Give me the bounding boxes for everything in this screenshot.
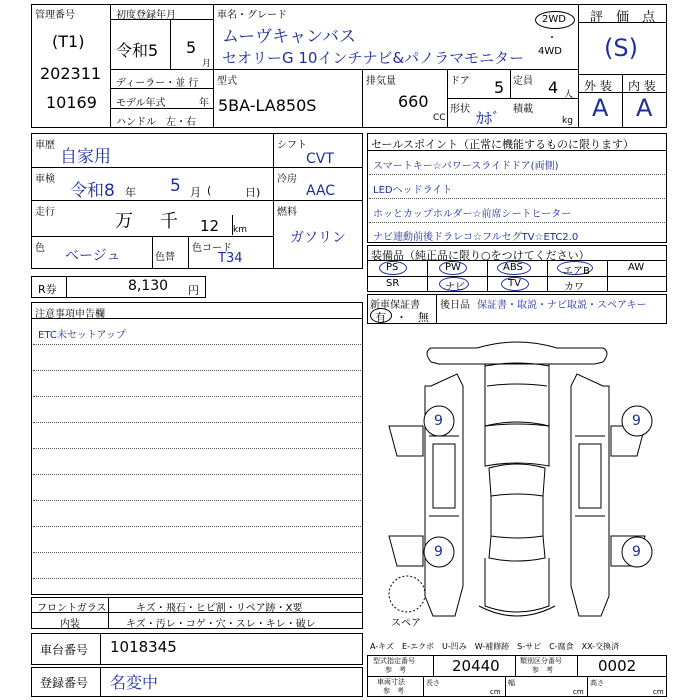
model-code: 5BA-LA850S xyxy=(218,96,317,115)
color-code-label: 色コード xyxy=(192,243,232,254)
recycle-value: 8,130 xyxy=(128,278,169,294)
mgmt-no-t1: (T1) xyxy=(52,32,85,51)
mileage-value: 12 xyxy=(200,217,220,235)
height-label: 高さ xyxy=(590,679,604,687)
equip-leather: カワ xyxy=(564,282,584,293)
ac-value: AAC xyxy=(306,183,336,199)
recycle-label: R券 xyxy=(38,283,57,296)
handle-label: ハンドル 左・右 xyxy=(116,117,196,128)
dealer-label: ディーラー・並 行 xyxy=(116,78,199,89)
width-label: 幅 xyxy=(508,679,515,687)
fuel-label: 燃料 xyxy=(277,207,297,218)
car-name-line2: セオリーG 10インチナビ&パノラマモニター xyxy=(222,49,525,67)
tire-value-front-right: 9 xyxy=(632,413,641,429)
reg-value: 名変中 xyxy=(110,673,159,692)
car-name-line1: ムーヴキャンバス xyxy=(222,27,356,47)
history-value: 自家用 xyxy=(60,147,111,167)
equip-navi: ナビ xyxy=(445,282,465,293)
type-designation-ref: 参 考 xyxy=(385,666,406,674)
first-reg-label: 初度登録年月 xyxy=(116,10,176,21)
width-unit: cm xyxy=(573,688,584,696)
first-reg-year: 5 xyxy=(148,41,159,60)
score: (S) xyxy=(604,34,638,62)
front-glass-label: フロントガラス xyxy=(37,603,107,614)
doors: 5 xyxy=(494,78,505,97)
load-label: 積載 xyxy=(513,104,533,115)
tire-value-front-left: 9 xyxy=(434,413,443,429)
sales-point-line-1: スマートキー☆パワースライドドア(両側) xyxy=(373,161,559,172)
inspection-era: 令和8 xyxy=(70,181,115,201)
model-year-unit: 年 xyxy=(199,98,209,109)
inspection-month: 5 xyxy=(170,176,181,196)
type-designation-label: 型式指定番号 xyxy=(373,657,415,665)
length-unit: cm xyxy=(490,688,501,696)
warranty-sep: ・ xyxy=(396,311,407,324)
front-glass-value: キズ・飛石・ヒビ割・リペア跡・X要 xyxy=(136,603,303,614)
interior-grade: A xyxy=(636,94,653,122)
equip-airbag: エアB xyxy=(563,266,590,277)
recycle-block xyxy=(31,276,206,298)
exterior-grade: A xyxy=(592,94,609,122)
km-unit: km xyxy=(233,225,247,235)
doors-label: ドア xyxy=(450,76,470,87)
sales-point-line-2: LEDヘッドライト xyxy=(373,185,453,196)
model-year-label: モデル年式 xyxy=(116,98,166,109)
equip-aw: AW xyxy=(628,262,645,273)
shape: ｶﾎﾞ xyxy=(476,109,501,128)
equip-ps: PS xyxy=(386,262,399,273)
equip-abs: ABS xyxy=(503,262,523,273)
type-designation-value: 20440 xyxy=(452,657,500,675)
cc-unit: CC xyxy=(433,113,446,123)
color-code: T34 xyxy=(218,251,243,266)
chassis-label: 車台番号 xyxy=(40,643,89,657)
first-reg-month: 5 xyxy=(186,38,197,57)
height-unit: cm xyxy=(653,688,664,696)
color-label: 色 xyxy=(35,243,45,254)
chassis-value: 1018345 xyxy=(110,638,177,656)
dims-label: 車両寸法 xyxy=(377,678,405,686)
sales-point-line-4: ナビ連動前後ドラレコ☆フルセグTV☆ETC2.0 xyxy=(373,232,579,243)
notes-title: 注意事項申告欄 xyxy=(35,309,105,320)
displacement-label: 排気量 xyxy=(366,76,396,87)
mgmt-no-label: 管理番号 xyxy=(35,10,75,21)
tire-value-rear-right: 9 xyxy=(632,544,641,560)
score-label: 評 価 点 xyxy=(590,10,656,25)
spare-tire xyxy=(389,576,425,612)
inspection-year-unit: 年 xyxy=(125,186,136,199)
shift-value: CVT xyxy=(306,151,334,167)
length-label: 長さ xyxy=(426,679,440,687)
kg-unit: kg xyxy=(562,116,573,126)
mileage-man: 万 xyxy=(115,211,133,232)
inspection-label: 車検 xyxy=(35,174,55,185)
dims-ref: 参 考 xyxy=(383,687,404,695)
front-bumper xyxy=(427,342,607,364)
ac-label: 冷房 xyxy=(277,174,297,185)
drive-dot: ・ xyxy=(547,33,557,44)
first-reg-month-unit: 月 xyxy=(202,59,212,69)
warranty-label: 新車保証書 xyxy=(370,300,420,311)
inspection-month-unit: 月 xyxy=(190,186,201,199)
classification-value: 0002 xyxy=(598,657,637,675)
interior-label: 内 装 xyxy=(628,79,656,93)
mileage-label: 走行 xyxy=(35,207,55,218)
spare-label: スペア xyxy=(391,618,421,629)
equip-tv: TV xyxy=(508,278,521,289)
shape-label: 形状 xyxy=(450,104,470,115)
equipment-title: 装備品（純正品に限り○をつけてください） xyxy=(371,249,590,262)
displacement: 660 xyxy=(398,92,429,111)
recycle-unit: 円 xyxy=(188,284,199,297)
notes-line-1: ETC未セットアップ xyxy=(38,330,126,341)
car-name-label: 車名・グレード xyxy=(217,10,287,21)
sales-points-title: セールスポイント（正常に機能するものに限ります） xyxy=(371,138,635,151)
mgmt-no-line2: 202311 xyxy=(40,64,102,83)
mgmt-no-line3: 10169 xyxy=(46,93,97,112)
shift-label: シフト xyxy=(277,140,307,151)
first-reg-era: 令和 xyxy=(116,41,149,60)
history-label: 車歴 xyxy=(35,140,55,151)
model-code-label: 型式 xyxy=(217,76,237,87)
mileage-sen: 千 xyxy=(160,211,178,232)
exterior-label: 外 装 xyxy=(584,79,612,93)
reg-label: 登録番号 xyxy=(40,676,89,690)
inspection-day-unit: 日) xyxy=(245,186,261,199)
interior-label: 内装 xyxy=(60,619,80,630)
sales-point-line-3: ホッとカップホルダー☆前席シートヒーター xyxy=(373,209,572,220)
drive-2wd: 2WD xyxy=(542,14,566,25)
aftersale-label: 後日品 xyxy=(440,300,470,311)
color-change-label: 色替 xyxy=(155,252,175,263)
aftersale-value: 保証書・取説・ナビ取説・スペアキー xyxy=(477,300,647,311)
damage-legend: A-キズ E-エクボ U-凹み W-補修跡 S-サビ C-腐食 XX-交換済 xyxy=(370,642,620,651)
warranty-no: 無 xyxy=(418,311,429,324)
interior-value: キズ・汚レ・コゲ・穴・スレ・キレ・破レ xyxy=(126,619,316,630)
car-body xyxy=(485,364,549,426)
color-value: ベージュ xyxy=(65,248,121,264)
equip-pw: PW xyxy=(445,262,461,273)
capacity-label: 定員 xyxy=(513,76,533,87)
inspection-day-open: ( xyxy=(207,184,212,197)
capacity: 4 xyxy=(548,78,559,97)
warranty-yes: 有 xyxy=(375,311,386,324)
tire-value-rear-left: 9 xyxy=(434,544,443,560)
equip-sr: SR xyxy=(386,278,400,289)
car-diagram xyxy=(367,326,667,636)
fuel-value: ガソリン xyxy=(290,230,346,246)
classification-ref: 参 考 xyxy=(532,666,553,674)
classification-label: 類別区分番号 xyxy=(520,657,562,665)
capacity-unit: 人 xyxy=(564,90,574,100)
drive-4wd: 4WD xyxy=(538,46,562,57)
